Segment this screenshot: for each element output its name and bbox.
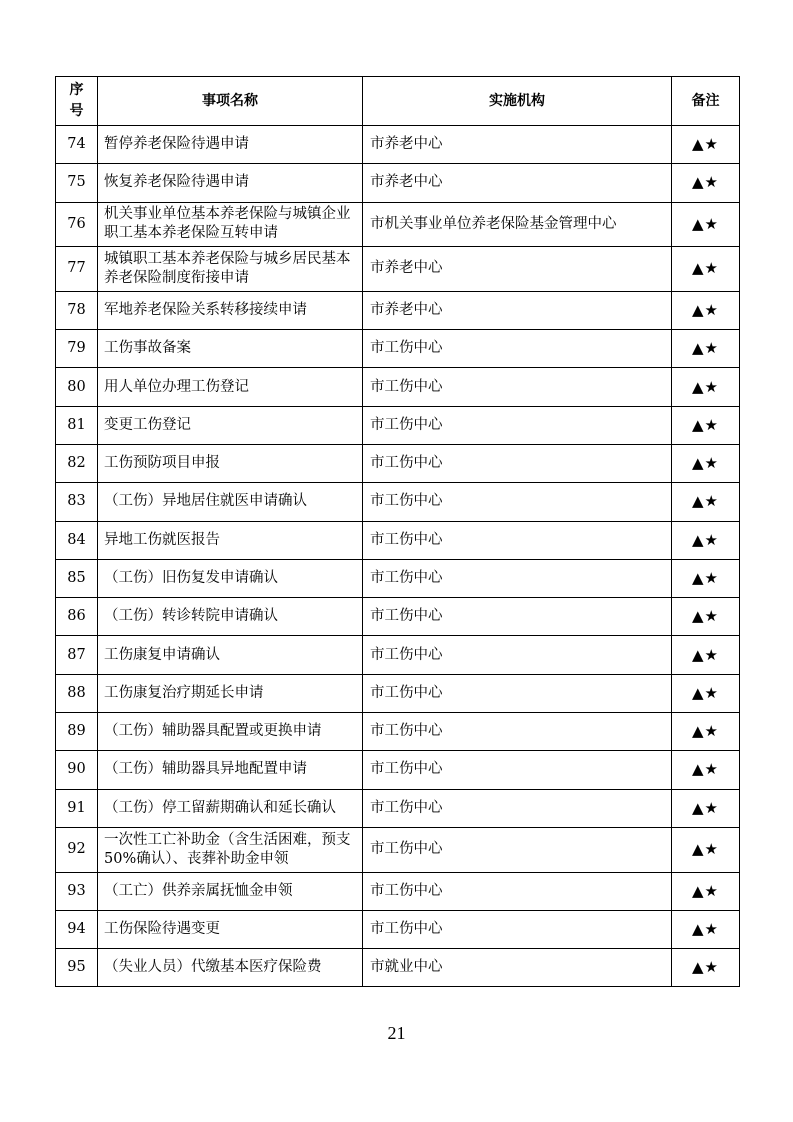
remark-symbols: ▲★ [672,483,740,521]
table-row [56,368,740,406]
remark-symbols: ▲★ [672,636,740,674]
table-row [56,126,740,164]
implementing-agency: 市工伤中心 [363,713,672,751]
implementing-agency: 市养老中心 [363,126,672,164]
implementing-agency: 市工伤中心 [363,368,672,406]
row-number: 87 [56,636,98,674]
remark-symbols: ▲★ [672,521,740,559]
table-row [56,598,740,636]
table-row [56,789,740,827]
row-number: 83 [56,483,98,521]
row-number: 82 [56,444,98,482]
remark-symbols: ▲★ [672,598,740,636]
implementing-agency: 市工伤中心 [363,872,672,910]
table-row [56,910,740,948]
implementing-agency: 市工伤中心 [363,559,672,597]
row-number: 78 [56,291,98,329]
item-name: （失业人员）代缴基本医疗保险费 [98,949,363,987]
row-number: 90 [56,751,98,789]
table-body [56,126,740,987]
remark-symbols: ▲★ [672,910,740,948]
item-name: 用人单位办理工伤登记 [98,368,363,406]
remark-symbols: ▲★ [672,559,740,597]
items-table [55,76,740,987]
remark-symbols: ▲★ [672,949,740,987]
implementing-agency: 市养老中心 [363,164,672,202]
implementing-agency: 市养老中心 [363,247,672,292]
remark-symbols: ▲★ [672,247,740,292]
header-org: 实施机构 [363,77,672,126]
item-name: 工伤康复申请确认 [98,636,363,674]
table-row [56,247,740,292]
implementing-agency: 市工伤中心 [363,636,672,674]
implementing-agency: 市工伤中心 [363,521,672,559]
row-number: 77 [56,247,98,292]
implementing-agency: 市工伤中心 [363,444,672,482]
remark-symbols: ▲★ [672,164,740,202]
row-number: 93 [56,872,98,910]
row-number: 94 [56,910,98,948]
remark-symbols: ▲★ [672,202,740,247]
table-row [56,827,740,872]
implementing-agency: 市养老中心 [363,291,672,329]
row-number: 74 [56,126,98,164]
header-no: 序号 [56,77,98,126]
table-row [56,164,740,202]
table-row [56,483,740,521]
remark-symbols: ▲★ [672,872,740,910]
row-number: 75 [56,164,98,202]
row-number: 80 [56,368,98,406]
table-row [56,330,740,368]
remark-symbols: ▲★ [672,789,740,827]
implementing-agency: 市工伤中心 [363,330,672,368]
table-row [56,291,740,329]
item-name: 军地养老保险关系转移接续申请 [98,291,363,329]
remark-symbols: ▲★ [672,751,740,789]
row-number: 85 [56,559,98,597]
item-name: 工伤康复治疗期延长申请 [98,674,363,712]
remark-symbols: ▲★ [672,368,740,406]
row-number: 86 [56,598,98,636]
item-name: 一次性工亡补助金（含生活困难，预支 50%确认）、丧葬补助金申领 [98,827,363,872]
row-number: 95 [56,949,98,987]
table-row [56,872,740,910]
item-name: 工伤保险待遇变更 [98,910,363,948]
item-name: （工伤）异地居住就医申请确认 [98,483,363,521]
implementing-agency: 市工伤中心 [363,751,672,789]
item-name: 变更工伤登记 [98,406,363,444]
item-name: （工亡）供养亲属抚恤金申领 [98,872,363,910]
item-name: 工伤预防项目申报 [98,444,363,482]
table-row [56,674,740,712]
implementing-agency: 市就业中心 [363,949,672,987]
item-name: （工伤）辅助器具异地配置申请 [98,751,363,789]
item-name: 异地工伤就医报告 [98,521,363,559]
row-number: 81 [56,406,98,444]
remark-symbols: ▲★ [672,330,740,368]
remark-symbols: ▲★ [672,126,740,164]
page-number: 21 [387,1023,406,1043]
implementing-agency: 市工伤中心 [363,406,672,444]
header-row [56,77,740,126]
row-number: 88 [56,674,98,712]
implementing-agency: 市工伤中心 [363,789,672,827]
item-name: （工伤）转诊转院申请确认 [98,598,363,636]
row-number: 91 [56,789,98,827]
table-row [56,713,740,751]
table-row [56,636,740,674]
item-name: 暂停养老保险待遇申请 [98,126,363,164]
implementing-agency: 市工伤中心 [363,674,672,712]
table-row [56,559,740,597]
row-number: 89 [56,713,98,751]
remark-symbols: ▲★ [672,444,740,482]
table-row [56,949,740,987]
item-name: 城镇职工基本养老保险与城乡居民基本养老保险制度衔接申请 [98,247,363,292]
implementing-agency: 市工伤中心 [363,483,672,521]
remark-symbols: ▲★ [672,827,740,872]
item-name: （工伤）停工留薪期确认和延长确认 [98,789,363,827]
row-number: 92 [56,827,98,872]
table-row [56,751,740,789]
implementing-agency: 市机关事业单位养老保险基金管理中心 [363,202,672,247]
table-row [56,202,740,247]
header-name: 事项名称 [98,77,363,126]
row-number: 84 [56,521,98,559]
table-row [56,406,740,444]
header-note: 备注 [672,77,740,126]
remark-symbols: ▲★ [672,713,740,751]
remark-symbols: ▲★ [672,406,740,444]
item-name: （工伤）辅助器具配置或更换申请 [98,713,363,751]
item-name: （工伤）旧伤复发申请确认 [98,559,363,597]
row-number: 79 [56,330,98,368]
item-name: 恢复养老保险待遇申请 [98,164,363,202]
remark-symbols: ▲★ [672,291,740,329]
implementing-agency: 市工伤中心 [363,910,672,948]
row-number: 76 [56,202,98,247]
table-row [56,521,740,559]
remark-symbols: ▲★ [672,674,740,712]
item-name: 工伤事故备案 [98,330,363,368]
implementing-agency: 市工伤中心 [363,598,672,636]
table-row [56,444,740,482]
item-name: 机关事业单位基本养老保险与城镇企业职工基本养老保险互转申请 [98,202,363,247]
implementing-agency: 市工伤中心 [363,827,672,872]
